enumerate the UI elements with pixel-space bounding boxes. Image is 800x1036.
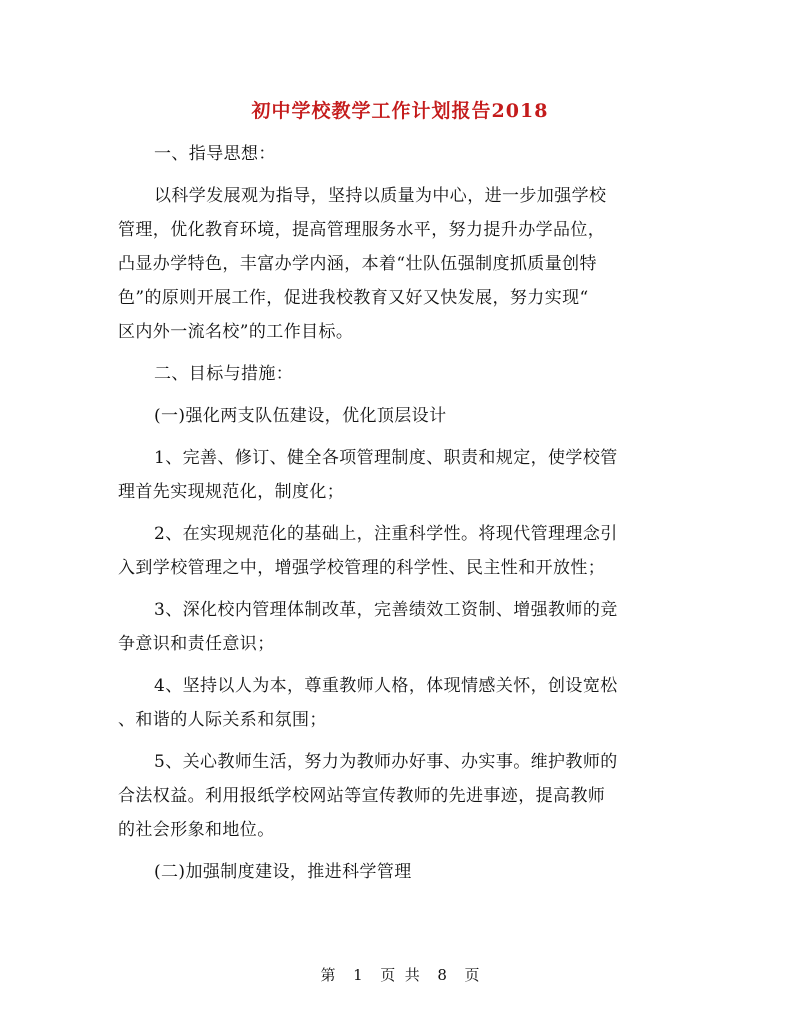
list-item-line: 争意识和责任意识；	[118, 634, 275, 654]
list-item-line: 、和谐的人际关系和氛围；	[118, 710, 327, 730]
subsection-heading-1: (一)强化两支队伍建设，优化顶层设计	[154, 406, 447, 426]
section-heading-goals-measures: 二、目标与措施：	[154, 364, 294, 384]
paragraph-line: 凸显办学特色，丰富办学内涵，本着“壮队伍强制度抓质量创特	[118, 254, 597, 274]
list-item-line: 1、完善、修订、健全各项管理制度、职责和规定，使学校管	[154, 448, 618, 468]
document-title: 初中学校教学工作计划报告2018	[251, 100, 549, 122]
page-label-prefix: 第	[320, 966, 336, 984]
list-item-line: 理首先实现规范化，制度化；	[118, 482, 345, 502]
list-item-line: 3、深化校内管理体制改革，完善绩效工资制、增强教师的竞	[154, 600, 618, 620]
list-item-line: 入到学校管理之中，增强学校管理的科学性、民主性和开放性；	[118, 558, 606, 578]
list-item-line: 2、在实现规范化的基础上，注重科学性。将现代管理理念引	[154, 524, 618, 544]
page-footer	[0, 964, 800, 985]
list-item-line: 合法权益。利用报纸学校网站等宣传教师的先进事迹，提高教师	[118, 786, 606, 806]
paragraph-line: 色”的原则开展工作，促进我校教育又好又快发展，努力实现“	[118, 288, 589, 308]
paragraph-line: 区内外一流名校”的工作目标。	[118, 322, 354, 342]
page-label-suffix: 页	[464, 966, 480, 984]
list-item-line: 5、关心教师生活，努力为教师办好事、办实事。维护教师的	[154, 752, 618, 772]
paragraph-line: 管理，优化教育环境，提高管理服务水平，努力提升办学品位，	[118, 220, 606, 240]
page-label-mid: 页 共	[380, 966, 420, 984]
page-current: 1	[353, 966, 363, 984]
document-body	[118, 137, 686, 889]
subsection-heading-2: (二)加强制度建设，推进科学管理	[154, 862, 412, 882]
paragraph-line: 以科学发展观为指导，坚持以质量为中心，进一步加强学校	[154, 186, 607, 206]
list-item-line: 的社会形象和地位。	[118, 820, 275, 840]
section-heading-guiding-ideology: 一、指导思想：	[154, 144, 276, 164]
list-item-line: 4、坚持以人为本，尊重教师人格，体现情感关怀，创设宽松	[154, 676, 618, 696]
page-total: 8	[437, 966, 447, 984]
